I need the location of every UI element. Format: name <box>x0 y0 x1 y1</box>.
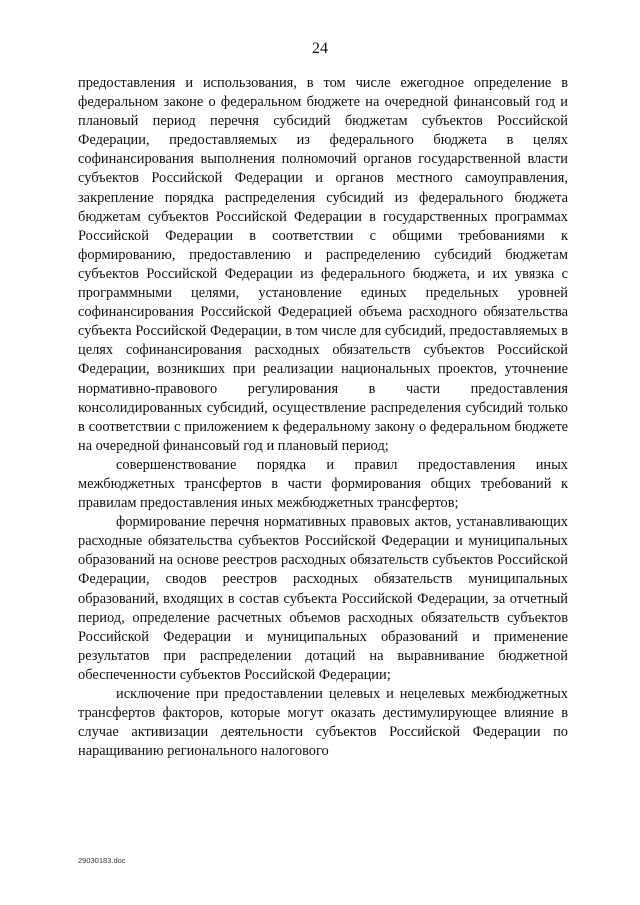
paragraph-registry: формирование перечня нормативных правовых актов, устанавливающих расходные обязательства субъектов Российской Федерации и муниципальных образований на основе реестров расходных обязательств субъектов Российской Федерации, сводов реестров расходных обязательств муниципальных образований, входящих в состав субъекта Российской Федерации, за отчетный период, определение расчетных объемов расходных обязательств субъектов Российской Федерации и муниципальных образований и применение результатов при распределении дотаций на выравнивание бюджетной обеспеченности субъектов Российской Федерации; <box>78 514 568 683</box>
paragraph-continuation: предоставления и использования, в том числе ежегодное определение в федеральном законе о федеральном бюджете на очередной финансовый год и плановый период перечня субсидий бюджетам субъектов Российской Федерации, предоставляемых из федерального бюджета в целях софинансирования выполнения полномочий органов государственной власти субъектов Российской Федерации и органов местного самоуправления, закрепление порядка распределения субсидий из федерального бюджета бюджетам субъектов Российской Федерации в государственных программах Российской Федерации в соответствии с общими требованиями к формированию, предоставлению и распределению субсидий бюджетам субъектов Российской Федерации из федерального бюджета, и их увязка с программными целями, установление единых предельных уровней софинансирования Российской Федерацией объема расходного обязательства субъекта Российской Федерации, в том числе для субсидий, предоставляемых в целях софинансирования расходных обязательств субъектов Российской Федерации, возникших при реализации национальных проектов, уточнение нормативно-правового регулирования в части предоставления консолидированных субсидий, осуществление распределения субсидий только в соответствии с приложением к федеральному закону о федеральном бюджете на очередной финансовый год и плановый период; <box>78 75 568 454</box>
page-number: 24 <box>312 40 328 57</box>
paragraph-exclusion: исключение при предоставлении целевых и нецелевых межбюджетных трансфертов факторов, которые могут оказать дестимулирующее влияние в случае активизации деятельности субъектов Российской Федерации по наращиванию регионального налогового <box>78 686 568 760</box>
document-body <box>78 74 568 761</box>
footer-document-filename: 29030183.doc <box>78 856 126 865</box>
paragraph-transfers: совершенствование порядка и правил предоставления иных межбюджетных трансфертов в части формирования общих требований к правилам предоставления иных межбюджетных трансфертов; <box>78 456 568 512</box>
